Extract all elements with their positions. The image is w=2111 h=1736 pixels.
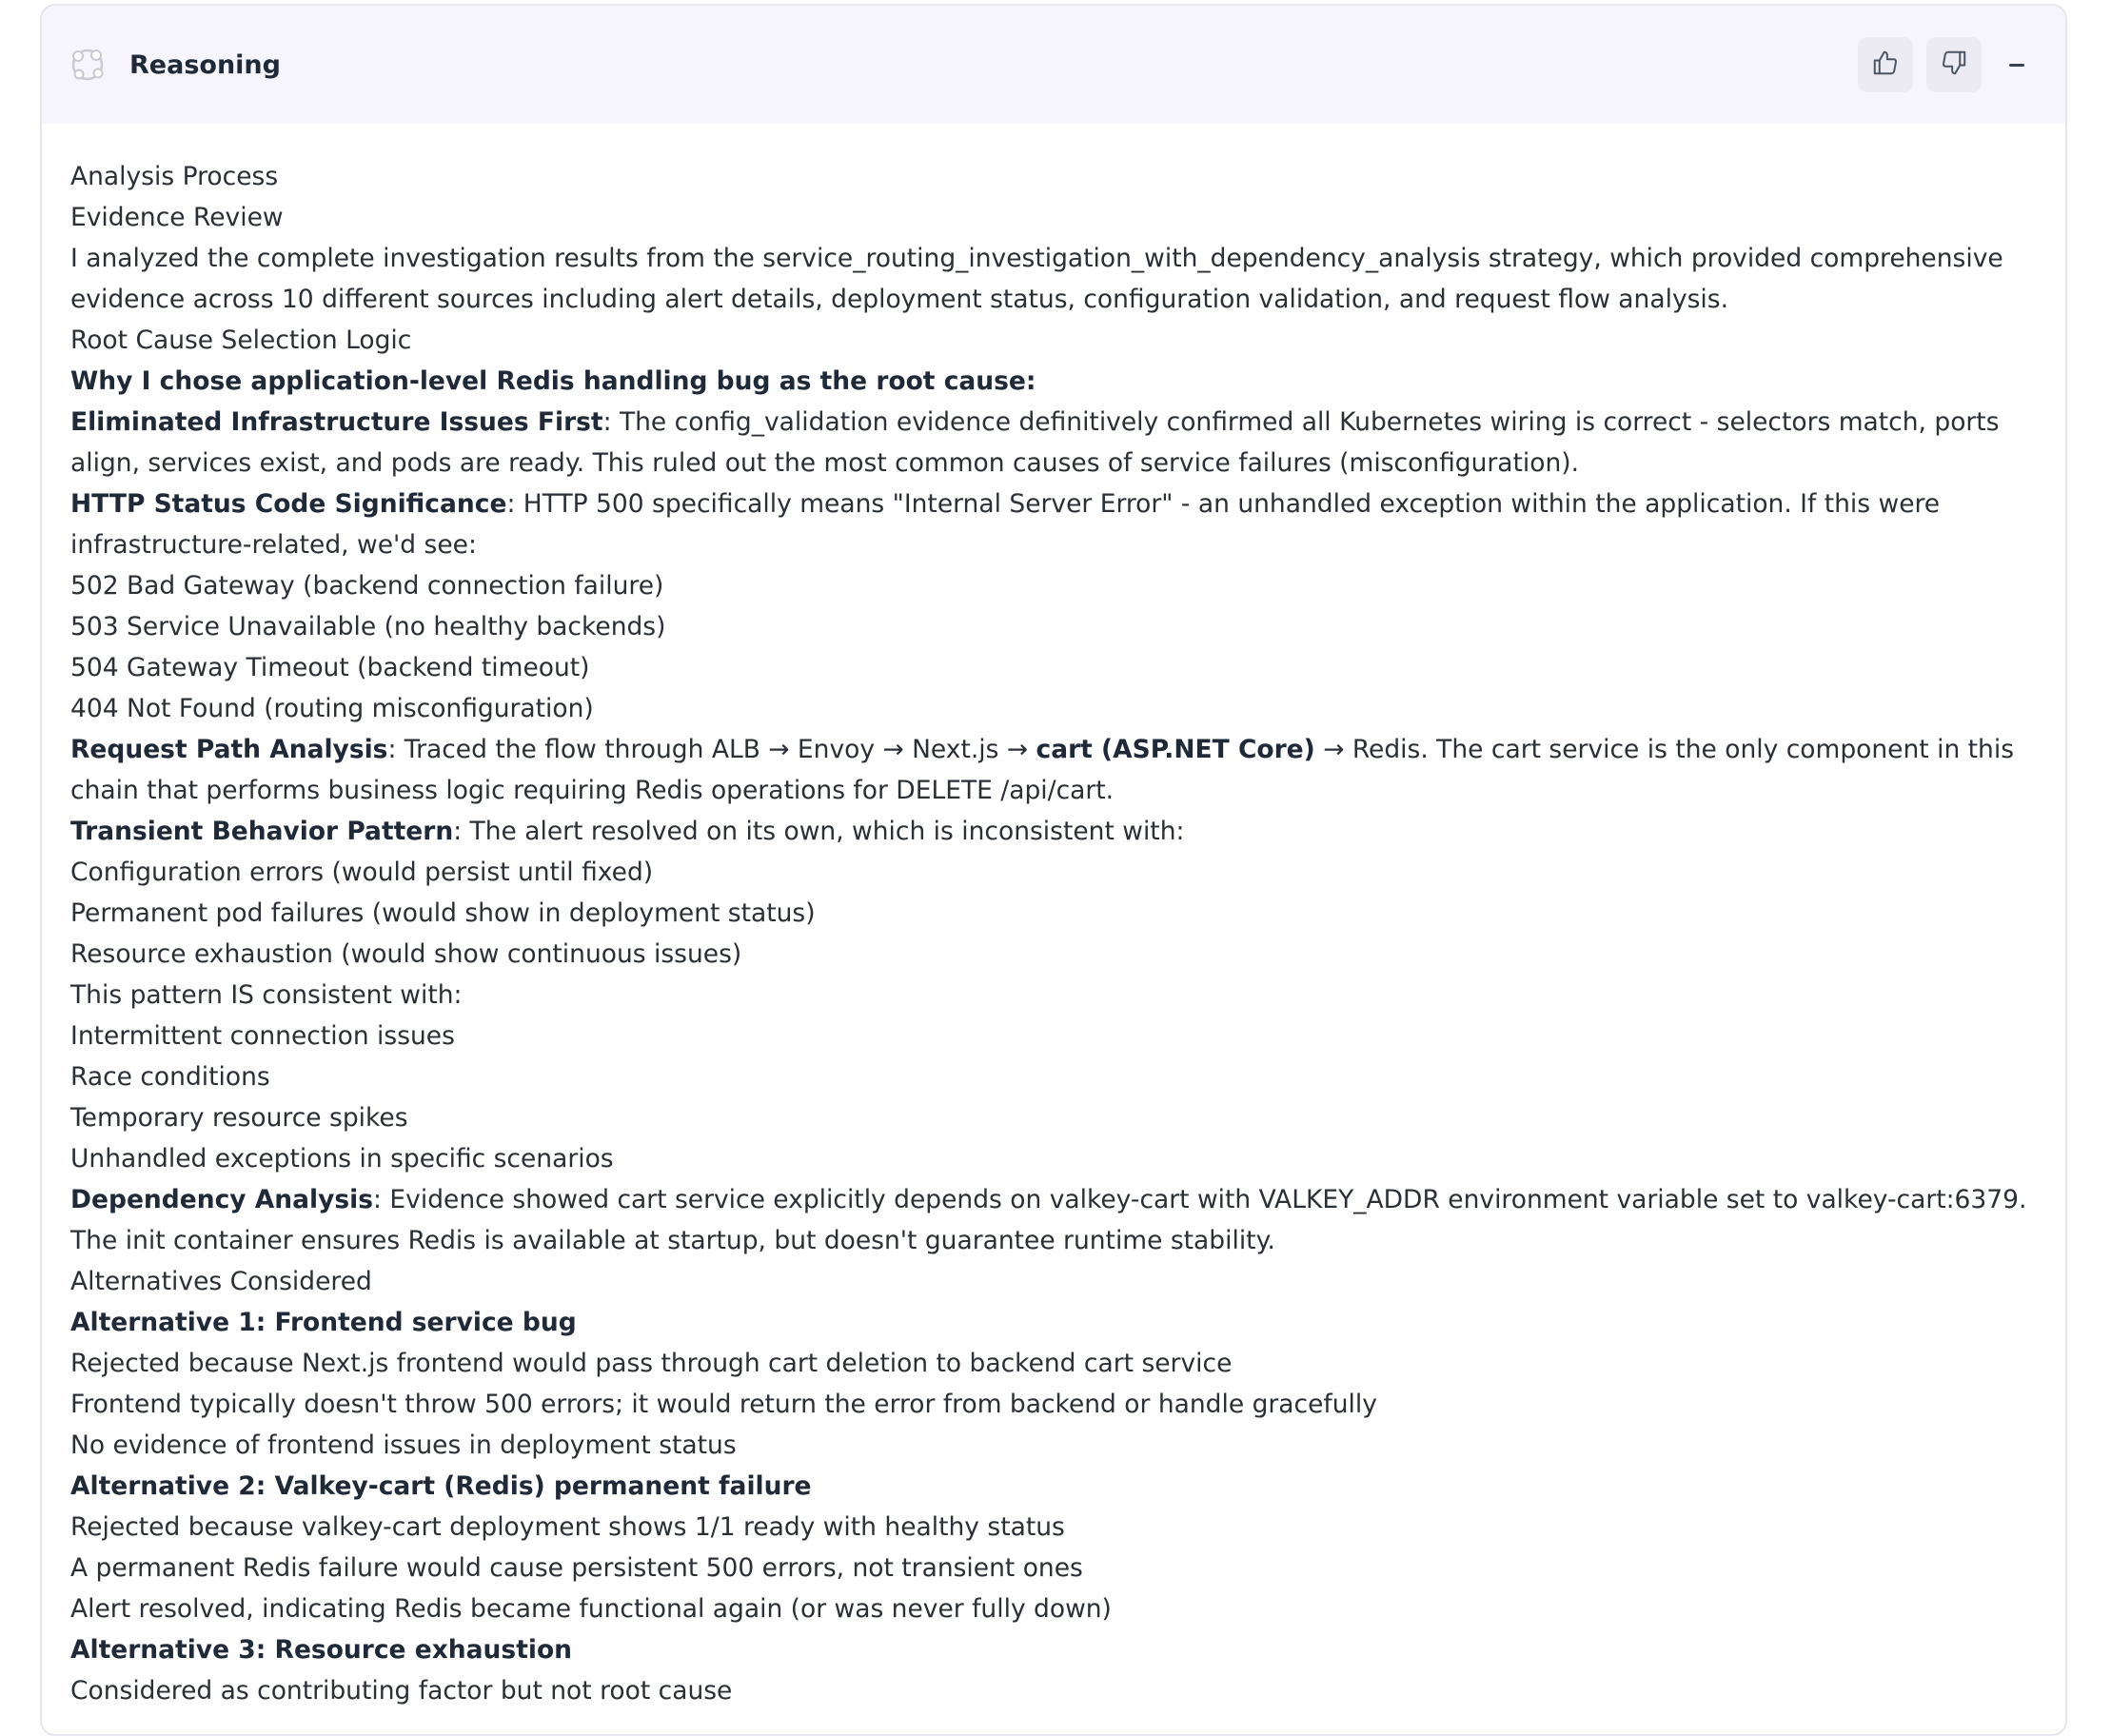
alternative-3-title: Alternative 3: Resource exhaustion [70,1635,573,1665]
evidence-paragraph: I analyzed the complete investigation results from the service_routing_investigation_with_dependency_analysis strategy, which provided comprehensive evidence across 10 different sources including alert details, deployment status, configuration validation, and request flow analysis. [70,244,2003,314]
transient-text: : The alert resolved on its own, which is inconsistent with: [453,817,1185,846]
request-path-text-2: → Redis. The cart service is the only component in this chain that performs business logic requiring Redis operations for DELETE /api/cart. [70,735,2015,805]
http-status-label: HTTP Status Code Significance [70,489,507,519]
request-path-paragraph [70,729,2037,811]
collapse-button[interactable] [1995,37,2039,92]
heading-evidence-review: Evidence Review [70,203,284,232]
reasoning-content [42,124,2065,1711]
reasoning-panel [40,4,2067,1736]
thumbs-down-icon [1940,49,1968,81]
list-item: Unhandled exceptions in specific scenarios [70,1144,614,1174]
list-item: 404 Not Found (routing misconfiguration) [70,694,594,723]
alternative-1-title: Alternative 1: Frontend service bug [70,1308,577,1337]
list-item: Temporary resource spikes [70,1103,408,1133]
reasoning-header [42,6,2065,124]
reasoning-title: Reasoning [129,49,281,80]
minus-icon [2009,64,2024,67]
list-item: Rejected because valkey-cart deployment shows 1/1 ready with healthy status [70,1512,1065,1542]
why-chose-heading: Why I chose application-level Redis handling bug as the root cause: [70,366,1036,396]
request-path-text: : Traced the flow through ALB → Envoy → Next.js → [387,735,1036,764]
eliminated-text: : The config_validation evidence definitively confirmed all Kubernetes wiring is correct - selectors match, ports align, services exist, and pods are ready. This ruled out the most common causes of service failures (misconfiguration). [70,407,2000,478]
heading-analysis-process: Analysis Process [70,162,279,191]
thumbs-down-button[interactable] [1926,37,1982,92]
list-item: 502 Bad Gateway (backend connection failure) [70,571,664,601]
list-item: Alert resolved, indicating Redis became functional again (or was never fully down) [70,1594,1112,1624]
list-item: Configuration errors (would persist until fixed) [70,858,654,887]
list-item: Frontend typically doesn't throw 500 errors; it would return the error from backend or handle gracefully [70,1390,1377,1419]
transient-label: Transient Behavior Pattern [70,817,454,846]
header-actions [1858,37,2039,92]
list-item: 503 Service Unavailable (no healthy backends) [70,612,666,641]
cart-service-label: cart (ASP.NET Core) [1036,735,1315,764]
list-item: A permanent Redis failure would cause persistent 500 errors, not transient ones [70,1553,1083,1583]
list-item: Considered as contributing factor but not root cause [70,1676,733,1706]
eliminated-label: Eliminated Infrastructure Issues First [70,407,603,437]
dependency-paragraph [70,1179,2037,1261]
list-item: Permanent pod failures (would show in deployment status) [70,898,816,928]
list-item: Resource exhaustion (would show continuous issues) [70,939,742,969]
dependency-text: : Evidence showed cart service explicitly depends on valkey-cart with VALKEY_ADDR environment variable set to valkey-cart:6379. The init container ensures Redis is available at startup, but doesn't guarantee runtime stability. [70,1185,2027,1255]
http-status-text: : HTTP 500 specifically means "Internal Server Error" - an unhandled exception within the application. If this were infrastructure-related, we'd see: [70,489,1941,560]
thought-bubble-icon [69,46,107,84]
list-item: No evidence of frontend issues in deployment status [70,1430,737,1460]
http-status-paragraph [70,483,2037,565]
thumbs-up-icon [1871,49,1900,81]
alternative-2-title: Alternative 2: Valkey-cart (Redis) permanent failure [70,1471,812,1501]
list-item: 504 Gateway Timeout (backend timeout) [70,653,590,682]
heading-alternatives: Alternatives Considered [70,1267,372,1296]
transient-paragraph [70,811,2037,852]
heading-root-cause-logic: Root Cause Selection Logic [70,326,412,355]
list-item: Rejected because Next.js frontend would pass through cart deletion to backend cart service [70,1349,1233,1378]
list-item: Intermittent connection issues [70,1021,455,1051]
request-path-label: Request Path Analysis [70,735,388,764]
pattern-consistent-text: This pattern IS consistent with: [70,980,463,1010]
thumbs-up-button[interactable] [1858,37,1913,92]
eliminated-paragraph [70,402,2037,483]
list-item: Race conditions [70,1062,270,1092]
dependency-label: Dependency Analysis [70,1185,374,1214]
